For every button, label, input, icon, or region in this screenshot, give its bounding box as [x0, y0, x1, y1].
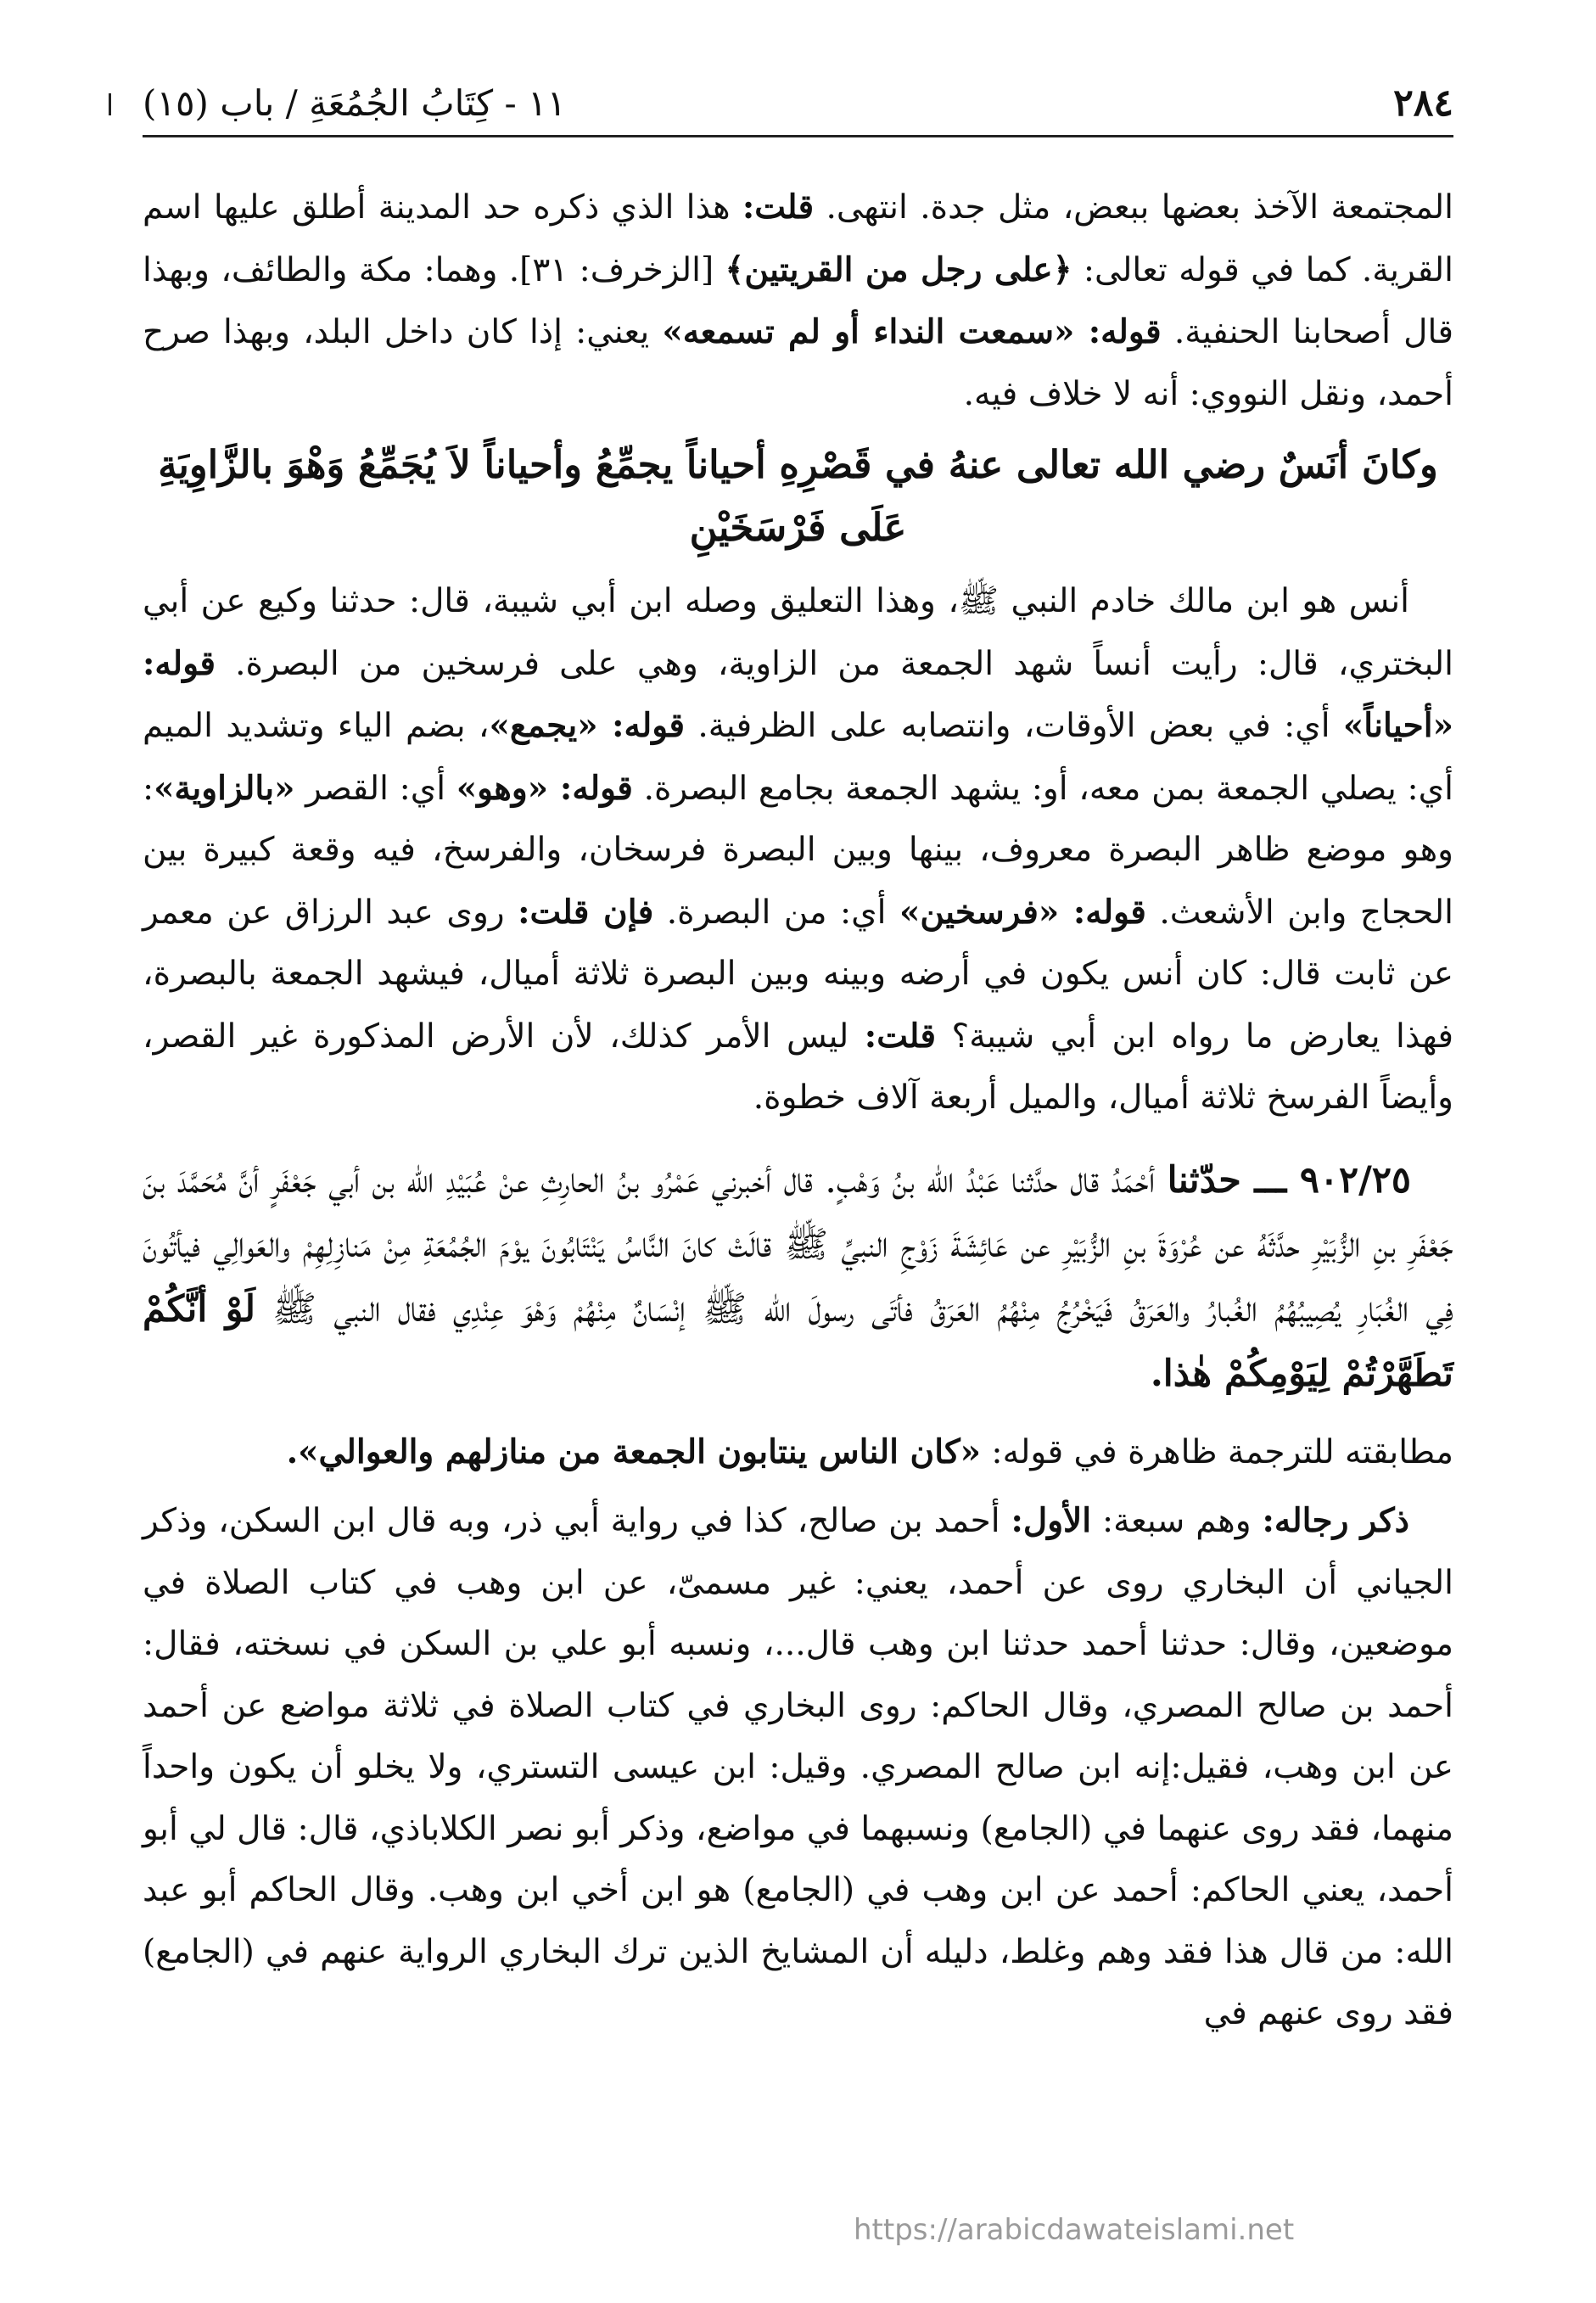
hadith-prophetic-saying: لَوْ أنَّكُمْ تَطَهَّرْتُمْ لِيَوْمِكُمْ هٰذا. [143, 1287, 1453, 1395]
text-run: أحمد بن صالح، كذا في رواية أبي ذر، وبه قال ابن السكن، وذكر الجياني أن البخاري روى عن أحمد، يعني: غير مسمىّ، عن ابن وهب في كتاب الصلاة في موضعين، وقال: حدثنا أحمد حدثنا ابن وهب قال...، ونسبه أبو علي بن السكن في نسخته، فقال: أحمد بن صالح المصري، وقال الحاكم: روى البخاري في كتاب الصلاة في ثلاثة مواضع عن أحمد عن ابن وهب، فقيل:إنه ابن صالح المصري. وقيل: ابن عيسى التستري، ولا يخلو أن يكون واحداً منهما، فقد روى عنهما في (الجامع) ونسبهما في مواضع، وذكر أبو نصر الكلاباذي، قال: قال لي أبو أحمد، يعني الحاكم: أحمد عن ابن وهب في (الجامع) هو ابن أخي ابن وهب. وقال الحاكم أبو عبد الله: من قال هذا فقد وهم وغلط، دليله أن المشايخ الذين ترك البخاري الرواية عنهم في (الجامع) فقد روى عنهم في [143, 1502, 1453, 2032]
paragraph-commentary-2 [143, 571, 1453, 1129]
text-run: روى عبد الرزاق عن معمر عن ثابت قال: كان أنس يكون في أرضه وبينه وبين البصرة ثلاثة أميال، فيشهد الجمعة بالبصرة، فهذا يعارض ما رواه ابن أبي شيبة؟ [143, 893, 1453, 1056]
page-content [143, 177, 1453, 2045]
keyword: «كان الناس ينتابون الجمعة من منازلهم والعوالي». [286, 1432, 982, 1471]
chapter-heading: وكانَ أنَسٌ رضي الله تعالى عنهُ في قَصْرِهِ أحياناً يجمِّعُ وأحياناً لاَ يُجَمِّعُ وَهْوَ بالزَّاوِيَةِ عَلَى فَرْسَخَيْنِ [158, 442, 1438, 550]
keyword: قلت: [742, 188, 815, 227]
keyword: «بالزاوية» [154, 768, 295, 808]
keyword: ذكر رجاله: [1262, 1501, 1410, 1540]
hadith-text [143, 1148, 1453, 1406]
keyword: قوله: «سمعت النداء أو لم تسمعه» [662, 312, 1162, 351]
paragraph-commentary-1 [143, 177, 1453, 425]
keyword: قوله: «فرسخين» [899, 892, 1146, 932]
text-run: المجتمعة الآخذ بعضها ببعض، مثل جدة. انتهى. [814, 188, 1453, 227]
text-run: أي: في بعض الأوقات، وانتصابه على الظرفية. [685, 707, 1343, 745]
text-run: وهم سبعة: [1091, 1502, 1263, 1540]
hadith-lead: حدّثنا [1167, 1158, 1241, 1202]
hadith-number: ٩٠٢/٢٥ [1299, 1158, 1412, 1202]
page-header [143, 81, 1453, 137]
hadith-dash: ـــ [1240, 1158, 1300, 1202]
keyword: قلت: [864, 1016, 937, 1056]
text-run: أحْمَدُ قال حدَّثنا عَبْدُ الله بنُ وَهْبٍ. قال أخبرني عَمْرُو بنُ الحارِثِ عنْ عُبَيْدِ الله بن أبي جَعْفَرٍ أنَّ مُحَمَّدَ بنَ جَعْفَرِ بنِ الزُّبَيْرِ حدَّثَهُ عن عُرْوَةَ بنِ الزُّبَيْرِ عن عَائِشَةَ زَوْجِ النبيِّ ﷺ قالَتْ كانَ النَّاسُ يَنْتَابُونَ يوْمَ الجُمُعَةِ مِنْ مَنازِلِهِمْ والعَوالِي فيأتُونَ فِي الغُبَارِ يُصِيبُهُمُ الغُبارُ والعَرَقُ فَيَخْرُجُ مِنْهُمُ العَرَقُ فأتَى رسولَ الله ﷺ إنْسَانٌ مِنْهُمْ وَهْوَ عِنْدِي فقال النبي ﷺ [143, 1158, 1453, 1331]
text-run: ليس الأمر كذلك، لأن الأرض المذكورة غير القصر، وأيضاً الفرسخ ثلاثة أميال، والميل أربعة آلاف خطوة. [143, 1017, 1453, 1117]
watermark-url: https://arabicdawateislami.net [854, 2213, 1295, 2247]
keyword: قوله: «يجمع» [489, 706, 686, 745]
quran-quote: ﴿على رجل من القريتين﴾ [725, 249, 1072, 289]
paragraph-narrators [143, 1490, 1453, 2045]
text-run: أنس هو ابن مالك خادم النبي ﷺ، وهذا التعليق وصله ابن أبي شيبة، قال: حدثنا وكيع عن أبي البختري، قال: رأيت أنساً شهد الجمعة من الزاوية، وهي على فرسخين من البصرة. [143, 582, 1453, 683]
margin-mark [109, 93, 111, 115]
text-run: ، بضم الياء وتشديد الميم أي: يصلي الجمعة بمن معه، أو: يشهد الجمعة بجامع البصرة. [143, 707, 1453, 808]
text-run: [الزخرف: ٣١]. وهما: مكة والطائف، وبهذا قال أصحابنا الحنفية. [143, 250, 1453, 351]
text-run: : وهو موضع ظاهر البصرة معروف، بينها وبين البصرة فرسخان، والفرسخ، فيه وقعة كبيرة بين الحجاج وابن الأشعث. [143, 769, 1454, 932]
text-run: أي: من البصرة. [653, 893, 899, 932]
keyword: قوله: «وهو» [456, 768, 633, 808]
text-run: يعني: إذا كان داخل البلد، وبهذا صرح أحمد، ونقل النووي: أنه لا خلاف فيه. [143, 313, 1453, 413]
text-run: هذا الذي ذكره حد المدينة أطلق عليها اسم القرية. كما في قوله تعالى: [143, 188, 1453, 289]
keyword: فإن قلت: [518, 892, 654, 932]
keyword: قوله: «أحياناً» [143, 643, 1454, 745]
keyword: الأول: [1011, 1501, 1092, 1540]
text-run: مطابقته للترجمة ظاهرة في قوله: [981, 1432, 1453, 1471]
page-number: ٢٨٤ [1393, 81, 1453, 125]
text-run: أي: القصر [294, 769, 456, 808]
running-head: ١١ - كِتَابُ الجُمُعَةِ / باب (١٥) [143, 82, 567, 124]
paragraph-correspondence [143, 1421, 1453, 1484]
